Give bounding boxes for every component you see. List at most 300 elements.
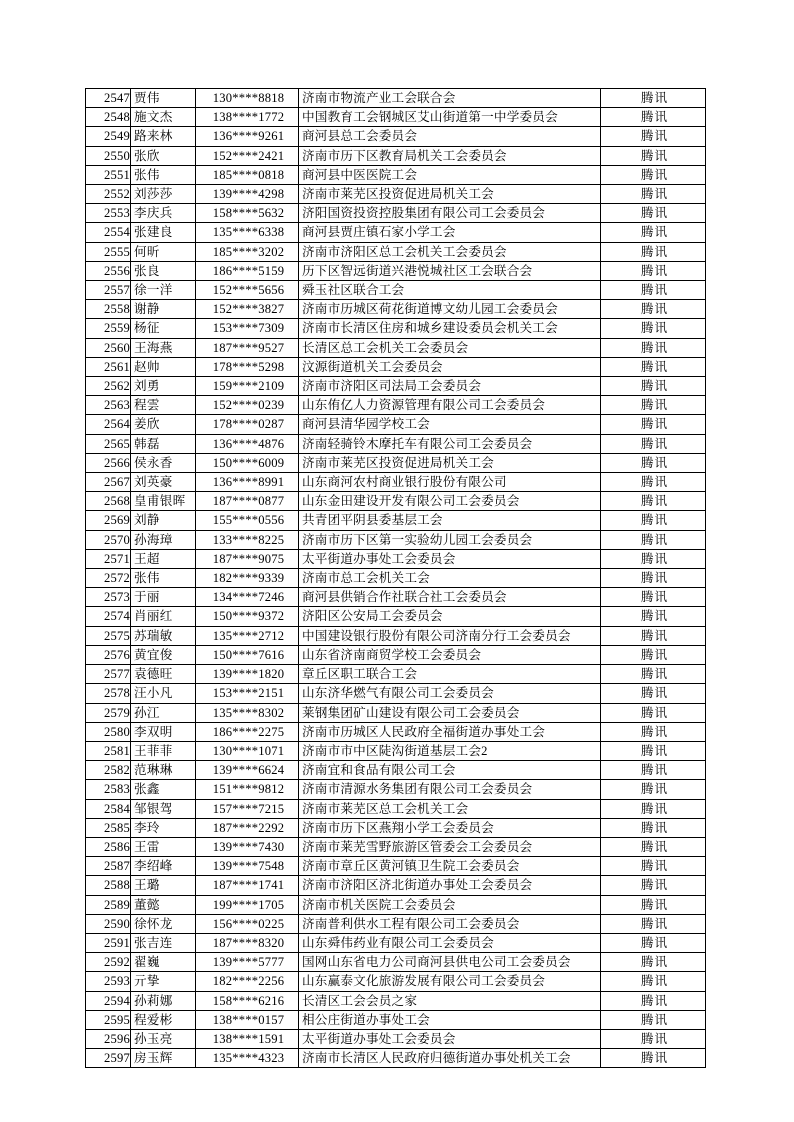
member-name-cell: 汪小凡 [131, 684, 196, 703]
union-organization-cell: 济南市莱芜区投资促进局机关工会 [299, 453, 601, 472]
union-organization-cell: 汶源街道机关工会委员会 [299, 357, 601, 376]
row-index-cell: 2569 [86, 511, 131, 530]
member-name-cell: 徐怀龙 [131, 914, 196, 933]
union-organization-cell: 太平街道办事处工会委员会 [299, 1029, 601, 1048]
row-index-cell: 2550 [86, 146, 131, 165]
member-name-cell: 孙江 [131, 703, 196, 722]
table-row [86, 492, 706, 511]
member-name-cell: 亓挚 [131, 972, 196, 991]
row-index-cell: 2583 [86, 780, 131, 799]
phone-number-cell: 182****9339 [196, 569, 299, 588]
member-name-cell: 王海燕 [131, 338, 196, 357]
member-name-cell: 韩磊 [131, 434, 196, 453]
member-name-cell: 袁德旺 [131, 665, 196, 684]
union-organization-cell: 太平街道办事处工会委员会 [299, 549, 601, 568]
platform-source-cell: 腾讯 [601, 511, 706, 530]
row-index-cell: 2549 [86, 127, 131, 146]
platform-source-cell: 腾讯 [601, 185, 706, 204]
row-index-cell: 2557 [86, 281, 131, 300]
platform-source-cell: 腾讯 [601, 991, 706, 1010]
union-organization-cell: 济南市市中区陡沟街道基层工会2 [299, 741, 601, 760]
row-index-cell: 2579 [86, 703, 131, 722]
phone-number-cell: 153****7309 [196, 319, 299, 338]
table-row [86, 741, 706, 760]
union-organization-cell: 济南市历城区荷花街道博文幼儿园工会委员会 [299, 300, 601, 319]
platform-source-cell: 腾讯 [601, 108, 706, 127]
table-row [86, 127, 706, 146]
table-row [86, 511, 706, 530]
table-row [86, 837, 706, 856]
phone-number-cell: 152****2421 [196, 146, 299, 165]
platform-source-cell: 腾讯 [601, 799, 706, 818]
platform-source-cell: 腾讯 [601, 588, 706, 607]
platform-source-cell: 腾讯 [601, 1049, 706, 1068]
row-index-cell: 2560 [86, 338, 131, 357]
phone-number-cell: 139****5777 [196, 953, 299, 972]
platform-source-cell: 腾讯 [601, 876, 706, 895]
union-organization-cell: 济南市莱芜雪野旅游区管委会工会委员会 [299, 837, 601, 856]
table-row [86, 108, 706, 127]
union-organization-cell: 济南市历城区人民政府全福街道办事处工会 [299, 722, 601, 741]
member-name-cell: 张伟 [131, 165, 196, 184]
member-name-cell: 谢静 [131, 300, 196, 319]
platform-source-cell: 腾讯 [601, 204, 706, 223]
member-name-cell: 黄宜俊 [131, 645, 196, 664]
row-index-cell: 2552 [86, 185, 131, 204]
phone-number-cell: 178****5298 [196, 357, 299, 376]
row-index-cell: 2586 [86, 837, 131, 856]
platform-source-cell: 腾讯 [601, 953, 706, 972]
table-row [86, 799, 706, 818]
union-organization-cell: 莱钢集团矿山建设有限公司工会委员会 [299, 703, 601, 722]
member-name-cell: 贾伟 [131, 89, 196, 108]
union-organization-cell: 舜玉社区联合工会 [299, 281, 601, 300]
table-row [86, 530, 706, 549]
row-index-cell: 2553 [86, 204, 131, 223]
table-row [86, 89, 706, 108]
platform-source-cell: 腾讯 [601, 761, 706, 780]
union-organization-cell: 商河县总工会委员会 [299, 127, 601, 146]
phone-number-cell: 199****1705 [196, 895, 299, 914]
table-row [86, 377, 706, 396]
phone-number-cell: 158****5632 [196, 204, 299, 223]
table-row [86, 895, 706, 914]
member-name-cell: 李玲 [131, 818, 196, 837]
union-organization-cell: 长清区总工会机关工会委员会 [299, 338, 601, 357]
phone-number-cell: 187****0877 [196, 492, 299, 511]
union-organization-cell: 济南市机关医院工会委员会 [299, 895, 601, 914]
phone-number-cell: 156****0225 [196, 914, 299, 933]
union-organization-cell: 济南市物流产业工会联合会 [299, 89, 601, 108]
table-row [86, 415, 706, 434]
table-row [86, 876, 706, 895]
phone-number-cell: 150****6009 [196, 453, 299, 472]
phone-number-cell: 135****6338 [196, 223, 299, 242]
table-row [86, 146, 706, 165]
table-row [86, 626, 706, 645]
platform-source-cell: 腾讯 [601, 453, 706, 472]
union-organization-cell: 济南市济阳区济北街道办事处工会委员会 [299, 876, 601, 895]
union-organization-cell: 中国教育工会钢城区艾山街道第一中学委员会 [299, 108, 601, 127]
platform-source-cell: 腾讯 [601, 281, 706, 300]
table-row [86, 857, 706, 876]
union-organization-cell: 济南市总工会机关工会 [299, 569, 601, 588]
union-organization-cell: 相公庄街道办事处工会 [299, 1010, 601, 1029]
union-organization-cell: 山东省济南商贸学校工会委员会 [299, 645, 601, 664]
row-index-cell: 2593 [86, 972, 131, 991]
phone-number-cell: 152****0239 [196, 396, 299, 415]
row-index-cell: 2561 [86, 357, 131, 376]
platform-source-cell: 腾讯 [601, 434, 706, 453]
platform-source-cell: 腾讯 [601, 473, 706, 492]
phone-number-cell: 133****8225 [196, 530, 299, 549]
member-name-cell: 张伟 [131, 569, 196, 588]
phone-number-cell: 152****5656 [196, 281, 299, 300]
row-index-cell: 2592 [86, 953, 131, 972]
platform-source-cell: 腾讯 [601, 914, 706, 933]
table-row [86, 165, 706, 184]
union-organization-cell: 济南市历下区燕翔小学工会委员会 [299, 818, 601, 837]
member-name-cell: 李绍峰 [131, 857, 196, 876]
phone-number-cell: 187****9527 [196, 338, 299, 357]
row-index-cell: 2588 [86, 876, 131, 895]
member-name-cell: 张建良 [131, 223, 196, 242]
table-row [86, 396, 706, 415]
phone-number-cell: 130****1071 [196, 741, 299, 760]
phone-number-cell: 139****7548 [196, 857, 299, 876]
row-index-cell: 2558 [86, 300, 131, 319]
platform-source-cell: 腾讯 [601, 626, 706, 645]
phone-number-cell: 178****0287 [196, 415, 299, 434]
row-index-cell: 2575 [86, 626, 131, 645]
phone-number-cell: 158****6216 [196, 991, 299, 1010]
member-name-cell: 杨征 [131, 319, 196, 338]
member-name-cell: 徐一洋 [131, 281, 196, 300]
platform-source-cell: 腾讯 [601, 242, 706, 261]
phone-number-cell: 185****3202 [196, 242, 299, 261]
row-index-cell: 2576 [86, 645, 131, 664]
phone-number-cell: 187****8320 [196, 933, 299, 952]
member-name-cell: 皇甫银晖 [131, 492, 196, 511]
platform-source-cell: 腾讯 [601, 319, 706, 338]
row-index-cell: 2574 [86, 607, 131, 626]
member-name-cell: 孙莉娜 [131, 991, 196, 1010]
union-organization-cell: 济南市长清区住房和城乡建设委员会机关工会 [299, 319, 601, 338]
phone-number-cell: 138****0157 [196, 1010, 299, 1029]
phone-number-cell: 186****5159 [196, 261, 299, 280]
table-row [86, 319, 706, 338]
union-organization-cell: 山东赢泰文化旅游发展有限公司工会委员会 [299, 972, 601, 991]
phone-number-cell: 159****2109 [196, 377, 299, 396]
union-organization-cell: 济南市莱芜区总工会机关工会 [299, 799, 601, 818]
table-row [86, 588, 706, 607]
phone-number-cell: 136****8991 [196, 473, 299, 492]
phone-number-cell: 139****4298 [196, 185, 299, 204]
row-index-cell: 2570 [86, 530, 131, 549]
row-index-cell: 2581 [86, 741, 131, 760]
row-index-cell: 2594 [86, 991, 131, 1010]
row-index-cell: 2582 [86, 761, 131, 780]
member-name-cell: 房玉辉 [131, 1049, 196, 1068]
platform-source-cell: 腾讯 [601, 818, 706, 837]
table-row [86, 473, 706, 492]
union-organization-cell: 济阳区公安局工会委员会 [299, 607, 601, 626]
platform-source-cell: 腾讯 [601, 492, 706, 511]
platform-source-cell: 腾讯 [601, 780, 706, 799]
table-row [86, 761, 706, 780]
platform-source-cell: 腾讯 [601, 146, 706, 165]
table-row [86, 1049, 706, 1068]
table-row [86, 1029, 706, 1048]
phone-number-cell: 157****7215 [196, 799, 299, 818]
platform-source-cell: 腾讯 [601, 703, 706, 722]
phone-number-cell: 185****0818 [196, 165, 299, 184]
platform-source-cell: 腾讯 [601, 165, 706, 184]
union-organization-cell: 长清区工会会员之家 [299, 991, 601, 1010]
phone-number-cell: 186****2275 [196, 722, 299, 741]
row-index-cell: 2555 [86, 242, 131, 261]
row-index-cell: 2573 [86, 588, 131, 607]
member-name-cell: 赵帅 [131, 357, 196, 376]
table-row [86, 453, 706, 472]
platform-source-cell: 腾讯 [601, 607, 706, 626]
union-organization-cell: 济阳国资投资控股集团有限公司工会委员会 [299, 204, 601, 223]
member-name-cell: 翟巍 [131, 953, 196, 972]
member-name-cell: 王雷 [131, 837, 196, 856]
union-organization-cell: 山东舜伟药业有限公司工会委员会 [299, 933, 601, 952]
platform-source-cell: 腾讯 [601, 223, 706, 242]
row-index-cell: 2548 [86, 108, 131, 127]
union-organization-cell: 山东济华燃气有限公司工会委员会 [299, 684, 601, 703]
phone-number-cell: 182****2256 [196, 972, 299, 991]
union-organization-cell: 济南市历下区第一实验幼儿园工会委员会 [299, 530, 601, 549]
union-organization-cell: 共青团平阴县委基层工会 [299, 511, 601, 530]
platform-source-cell: 腾讯 [601, 722, 706, 741]
member-name-cell: 李庆兵 [131, 204, 196, 223]
phone-number-cell: 139****1820 [196, 665, 299, 684]
table-row [86, 549, 706, 568]
member-name-cell: 刘勇 [131, 377, 196, 396]
phone-number-cell: 139****6624 [196, 761, 299, 780]
platform-source-cell: 腾讯 [601, 89, 706, 108]
platform-source-cell: 腾讯 [601, 300, 706, 319]
row-index-cell: 2572 [86, 569, 131, 588]
row-index-cell: 2566 [86, 453, 131, 472]
member-name-cell: 于丽 [131, 588, 196, 607]
platform-source-cell: 腾讯 [601, 377, 706, 396]
row-index-cell: 2559 [86, 319, 131, 338]
union-organization-cell: 济南市莱芜区投资促进局机关工会 [299, 185, 601, 204]
row-index-cell: 2565 [86, 434, 131, 453]
row-index-cell: 2562 [86, 377, 131, 396]
table-row [86, 261, 706, 280]
phone-number-cell: 155****0556 [196, 511, 299, 530]
table-row [86, 818, 706, 837]
table-row [86, 991, 706, 1010]
table-row [86, 357, 706, 376]
member-name-cell: 张吉连 [131, 933, 196, 952]
table-row [86, 185, 706, 204]
union-organization-cell: 商河县清华园学校工会 [299, 415, 601, 434]
union-organization-cell: 济南宜和食品有限公司工会 [299, 761, 601, 780]
phone-number-cell: 136****9261 [196, 127, 299, 146]
member-name-cell: 李双明 [131, 722, 196, 741]
phone-number-cell: 187****1741 [196, 876, 299, 895]
union-organization-cell: 国网山东省电力公司商河县供电公司工会委员会 [299, 953, 601, 972]
member-name-cell: 施文杰 [131, 108, 196, 127]
table-row [86, 242, 706, 261]
platform-source-cell: 腾讯 [601, 357, 706, 376]
union-organization-cell: 山东侑亿人力资源管理有限公司工会委员会 [299, 396, 601, 415]
row-index-cell: 2596 [86, 1029, 131, 1048]
phone-number-cell: 138****1772 [196, 108, 299, 127]
row-index-cell: 2577 [86, 665, 131, 684]
member-name-cell: 刘莎莎 [131, 185, 196, 204]
union-organization-cell: 商河县中医医院工会 [299, 165, 601, 184]
platform-source-cell: 腾讯 [601, 837, 706, 856]
table-row [86, 223, 706, 242]
union-organization-cell: 济南市历下区教育局机关工会委员会 [299, 146, 601, 165]
table-row [86, 684, 706, 703]
platform-source-cell: 腾讯 [601, 530, 706, 549]
row-index-cell: 2587 [86, 857, 131, 876]
table-row [86, 933, 706, 952]
roster-table-body [86, 89, 706, 1068]
member-name-cell: 程爱彬 [131, 1010, 196, 1029]
union-organization-cell: 中国建设银行股份有限公司济南分行工会委员会 [299, 626, 601, 645]
table-row [86, 972, 706, 991]
member-name-cell: 侯永香 [131, 453, 196, 472]
phone-number-cell: 187****2292 [196, 818, 299, 837]
platform-source-cell: 腾讯 [601, 549, 706, 568]
phone-number-cell: 152****3827 [196, 300, 299, 319]
platform-source-cell: 腾讯 [601, 1029, 706, 1048]
union-organization-cell: 济南轻骑铃木摩托车有限公司工会委员会 [299, 434, 601, 453]
union-organization-cell: 章丘区职工联合工会 [299, 665, 601, 684]
table-row [86, 665, 706, 684]
phone-number-cell: 139****7430 [196, 837, 299, 856]
member-name-cell: 张良 [131, 261, 196, 280]
table-row [86, 1010, 706, 1029]
member-name-cell: 苏瑞敏 [131, 626, 196, 645]
platform-source-cell: 腾讯 [601, 396, 706, 415]
phone-number-cell: 135****8302 [196, 703, 299, 722]
table-row [86, 914, 706, 933]
table-row [86, 338, 706, 357]
row-index-cell: 2568 [86, 492, 131, 511]
table-row [86, 703, 706, 722]
row-index-cell: 2554 [86, 223, 131, 242]
row-index-cell: 2580 [86, 722, 131, 741]
member-name-cell: 范琳琳 [131, 761, 196, 780]
table-row [86, 204, 706, 223]
table-row [86, 434, 706, 453]
platform-source-cell: 腾讯 [601, 645, 706, 664]
phone-number-cell: 130****8818 [196, 89, 299, 108]
table-row [86, 780, 706, 799]
phone-number-cell: 136****4876 [196, 434, 299, 453]
platform-source-cell: 腾讯 [601, 415, 706, 434]
row-index-cell: 2547 [86, 89, 131, 108]
platform-source-cell: 腾讯 [601, 338, 706, 357]
union-member-roster-table [85, 88, 706, 1068]
table-row [86, 722, 706, 741]
row-index-cell: 2571 [86, 549, 131, 568]
phone-number-cell: 150****7616 [196, 645, 299, 664]
row-index-cell: 2584 [86, 799, 131, 818]
member-name-cell: 邹银驾 [131, 799, 196, 818]
platform-source-cell: 腾讯 [601, 972, 706, 991]
row-index-cell: 2551 [86, 165, 131, 184]
table-row [86, 607, 706, 626]
member-name-cell: 刘静 [131, 511, 196, 530]
member-name-cell: 王菲菲 [131, 741, 196, 760]
phone-number-cell: 134****7246 [196, 588, 299, 607]
platform-source-cell: 腾讯 [601, 741, 706, 760]
platform-source-cell: 腾讯 [601, 684, 706, 703]
row-index-cell: 2564 [86, 415, 131, 434]
table-row [86, 300, 706, 319]
union-organization-cell: 山东商河农村商业银行股份有限公司 [299, 473, 601, 492]
union-organization-cell: 济南市长清区人民政府归德街道办事处机关工会 [299, 1049, 601, 1068]
row-index-cell: 2578 [86, 684, 131, 703]
platform-source-cell: 腾讯 [601, 1010, 706, 1029]
union-organization-cell: 济南市章丘区黄河镇卫生院工会委员会 [299, 857, 601, 876]
member-name-cell: 姜欣 [131, 415, 196, 434]
row-index-cell: 2556 [86, 261, 131, 280]
phone-number-cell: 138****1591 [196, 1029, 299, 1048]
member-name-cell: 何昕 [131, 242, 196, 261]
row-index-cell: 2591 [86, 933, 131, 952]
member-name-cell: 孙海璋 [131, 530, 196, 549]
row-index-cell: 2563 [86, 396, 131, 415]
table-row [86, 953, 706, 972]
member-name-cell: 程雲 [131, 396, 196, 415]
member-name-cell: 王璐 [131, 876, 196, 895]
phone-number-cell: 135****2712 [196, 626, 299, 645]
member-name-cell: 王超 [131, 549, 196, 568]
row-index-cell: 2595 [86, 1010, 131, 1029]
member-name-cell: 肖丽红 [131, 607, 196, 626]
member-name-cell: 路来林 [131, 127, 196, 146]
member-name-cell: 刘英豪 [131, 473, 196, 492]
member-name-cell: 张欣 [131, 146, 196, 165]
row-index-cell: 2597 [86, 1049, 131, 1068]
platform-source-cell: 腾讯 [601, 569, 706, 588]
union-organization-cell: 济南市济阳区司法局工会委员会 [299, 377, 601, 396]
row-index-cell: 2585 [86, 818, 131, 837]
platform-source-cell: 腾讯 [601, 895, 706, 914]
union-organization-cell: 济南普利供水工程有限公司工会委员会 [299, 914, 601, 933]
phone-number-cell: 187****9075 [196, 549, 299, 568]
row-index-cell: 2567 [86, 473, 131, 492]
phone-number-cell: 135****4323 [196, 1049, 299, 1068]
union-organization-cell: 商河县贾庄镇石家小学工会 [299, 223, 601, 242]
phone-number-cell: 151****9812 [196, 780, 299, 799]
row-index-cell: 2589 [86, 895, 131, 914]
platform-source-cell: 腾讯 [601, 933, 706, 952]
table-row [86, 645, 706, 664]
member-name-cell: 孙玉亮 [131, 1029, 196, 1048]
platform-source-cell: 腾讯 [601, 857, 706, 876]
platform-source-cell: 腾讯 [601, 261, 706, 280]
row-index-cell: 2590 [86, 914, 131, 933]
platform-source-cell: 腾讯 [601, 665, 706, 684]
union-organization-cell: 山东金田建设开发有限公司工会委员会 [299, 492, 601, 511]
union-organization-cell: 济南市济阳区总工会机关工会委员会 [299, 242, 601, 261]
phone-number-cell: 150****9372 [196, 607, 299, 626]
platform-source-cell: 腾讯 [601, 127, 706, 146]
